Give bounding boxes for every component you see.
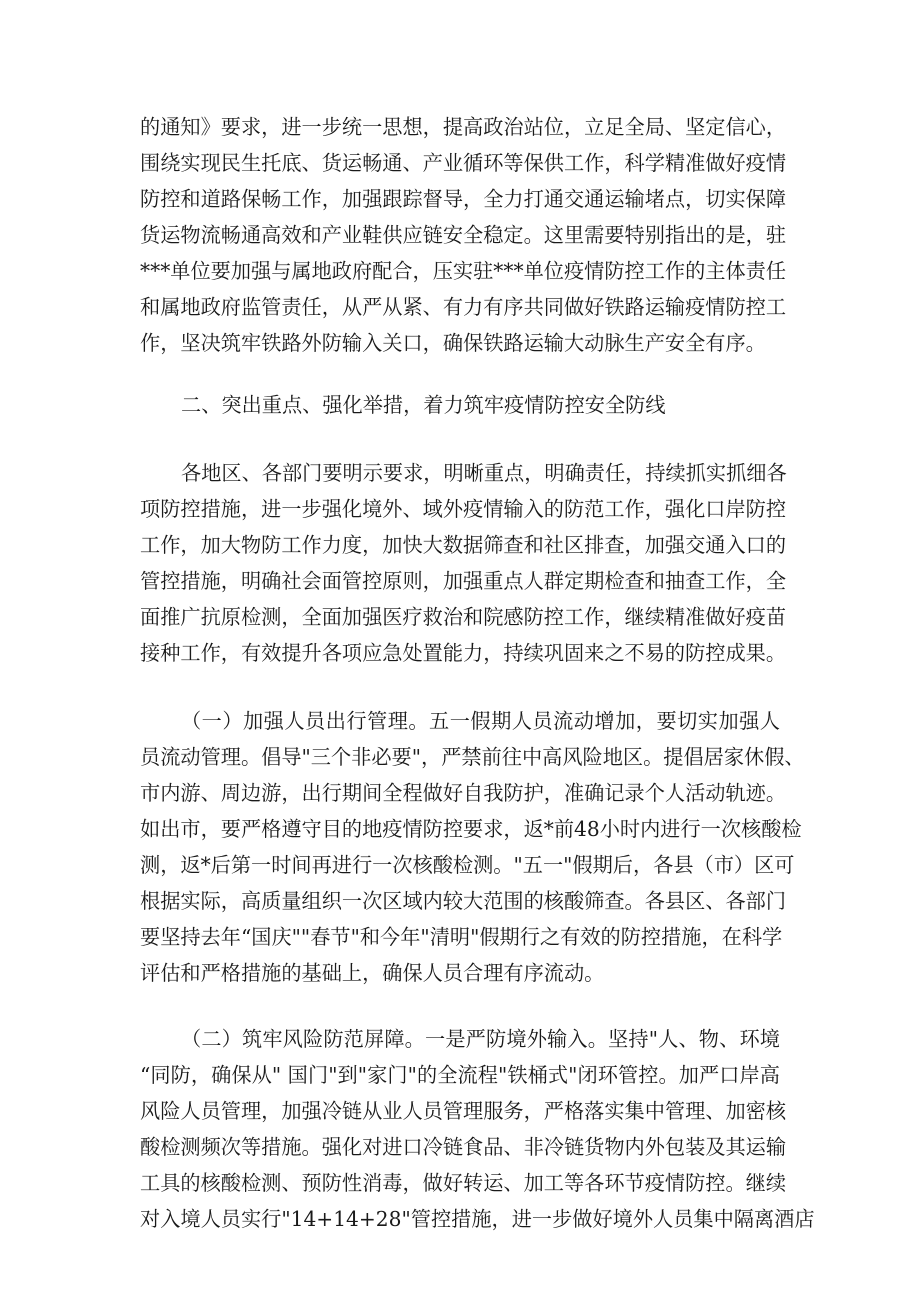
text-line: 对入境人员实行"14+14+28"管控措施，进一步做好境外人员集中隔离酒店	[140, 1207, 815, 1231]
text-line: 要坚持去年“国庆""春节"和今年"清明"假期行之有效的防控措施，在科学	[140, 925, 783, 949]
text-line: 风险人员管理，加强冷链从业人员管理服务，严格落实集中管理、加密核	[140, 1099, 787, 1123]
text-line: 防控和道路保畅工作，加强跟踪督导，全力打通交通运输堵点，切实保障	[140, 187, 787, 211]
text-line: 面推广抗原检测，全面加强医疗救治和院感防控工作，继续精准做好疫苗	[140, 605, 787, 629]
text-line: “同防，确保从" 国门"到"家门"的全流程"铁桶式"闭环管控。加严口岸高	[140, 1063, 780, 1087]
text-line: 工作，加大物防工作力度，加快大数据筛查和社区排查，加强交通入口的	[140, 533, 787, 557]
text-line: 接种工作，有效提升各项应急处置能力，持续巩固来之不易的防控成果。	[140, 641, 787, 665]
text-line: 市内游、周边游，出行期间全程做好自我防护，准确记录个人活动轨迹。	[140, 781, 787, 805]
text-line: 管控措施，明确社会面管控原则，加强重点人群定期检查和抽查工作，全	[140, 569, 787, 593]
text-line: 作，坚决筑牢铁路外防输入关口，确保铁路运输大动脉生产安全有序。	[140, 331, 766, 355]
text-line: 员流动管理。倡导"三个非必要"，严禁前往中高风险地区。提倡居家休假、	[140, 745, 805, 769]
text-line: 货运物流畅通高效和产业鞋供应链安全稳定。这里需要特别指出的是，驻	[140, 223, 787, 247]
text-line: 酸检测频次等措施。强化对进口冷链食品、非冷链货物内外包装及其运输	[140, 1135, 787, 1159]
text-line: 各地区、各部门要明示要求，明晰重点，明确责任，持续抓实抓细各	[181, 461, 787, 485]
text-line: （二）筑牢风险防范屏障。一是严防境外输入。坚持"人、物、环境	[181, 1027, 780, 1051]
text-line: （一）加强人员出行管理。五一假期人员流动增加，要切实加强人	[181, 709, 780, 733]
text-line: 测，返*后第一时间再进行一次核酸检测。"五一"假期后，各县（市）区可	[140, 853, 795, 877]
text-line: 围绕实现民生托底、货运畅通、产业循环等保供工作，科学精准做好疫情	[140, 151, 787, 175]
text-line: 如出市，要严格遵守目的地疫情防控要求，返*前48小时内进行一次核酸检	[140, 817, 802, 841]
text-line: ***单位要加强与属地政府配合，压实驻***单位疫情防控工作的主体责任	[140, 259, 787, 283]
text-line: 评估和严格措施的基础上，确保人员合理有序流动。	[140, 961, 605, 985]
text-line: 的通知》要求，进一步统一思想，提高政治站位，立足全局、坚定信心，	[140, 115, 787, 139]
text-line: 和属地政府监管责任，从严从紧、有力有序共同做好铁路运输疫情防控工	[140, 295, 787, 319]
heading-text: 二、突出重点、强化举措，着力筑牢疫情防控安全防线	[181, 393, 666, 417]
text-line: 项防控措施，进一步强化境外、域外疫情输入的防范工作，强化口岸防控	[140, 497, 787, 521]
text-line: 工具的核酸检测、预防性消毒，做好转运、加工等各环节疫情防控。继续	[140, 1171, 787, 1195]
text-line: 根据实际，高质量组织一次区域内较大范围的核酸筛查。各县区、各部门	[140, 889, 787, 913]
